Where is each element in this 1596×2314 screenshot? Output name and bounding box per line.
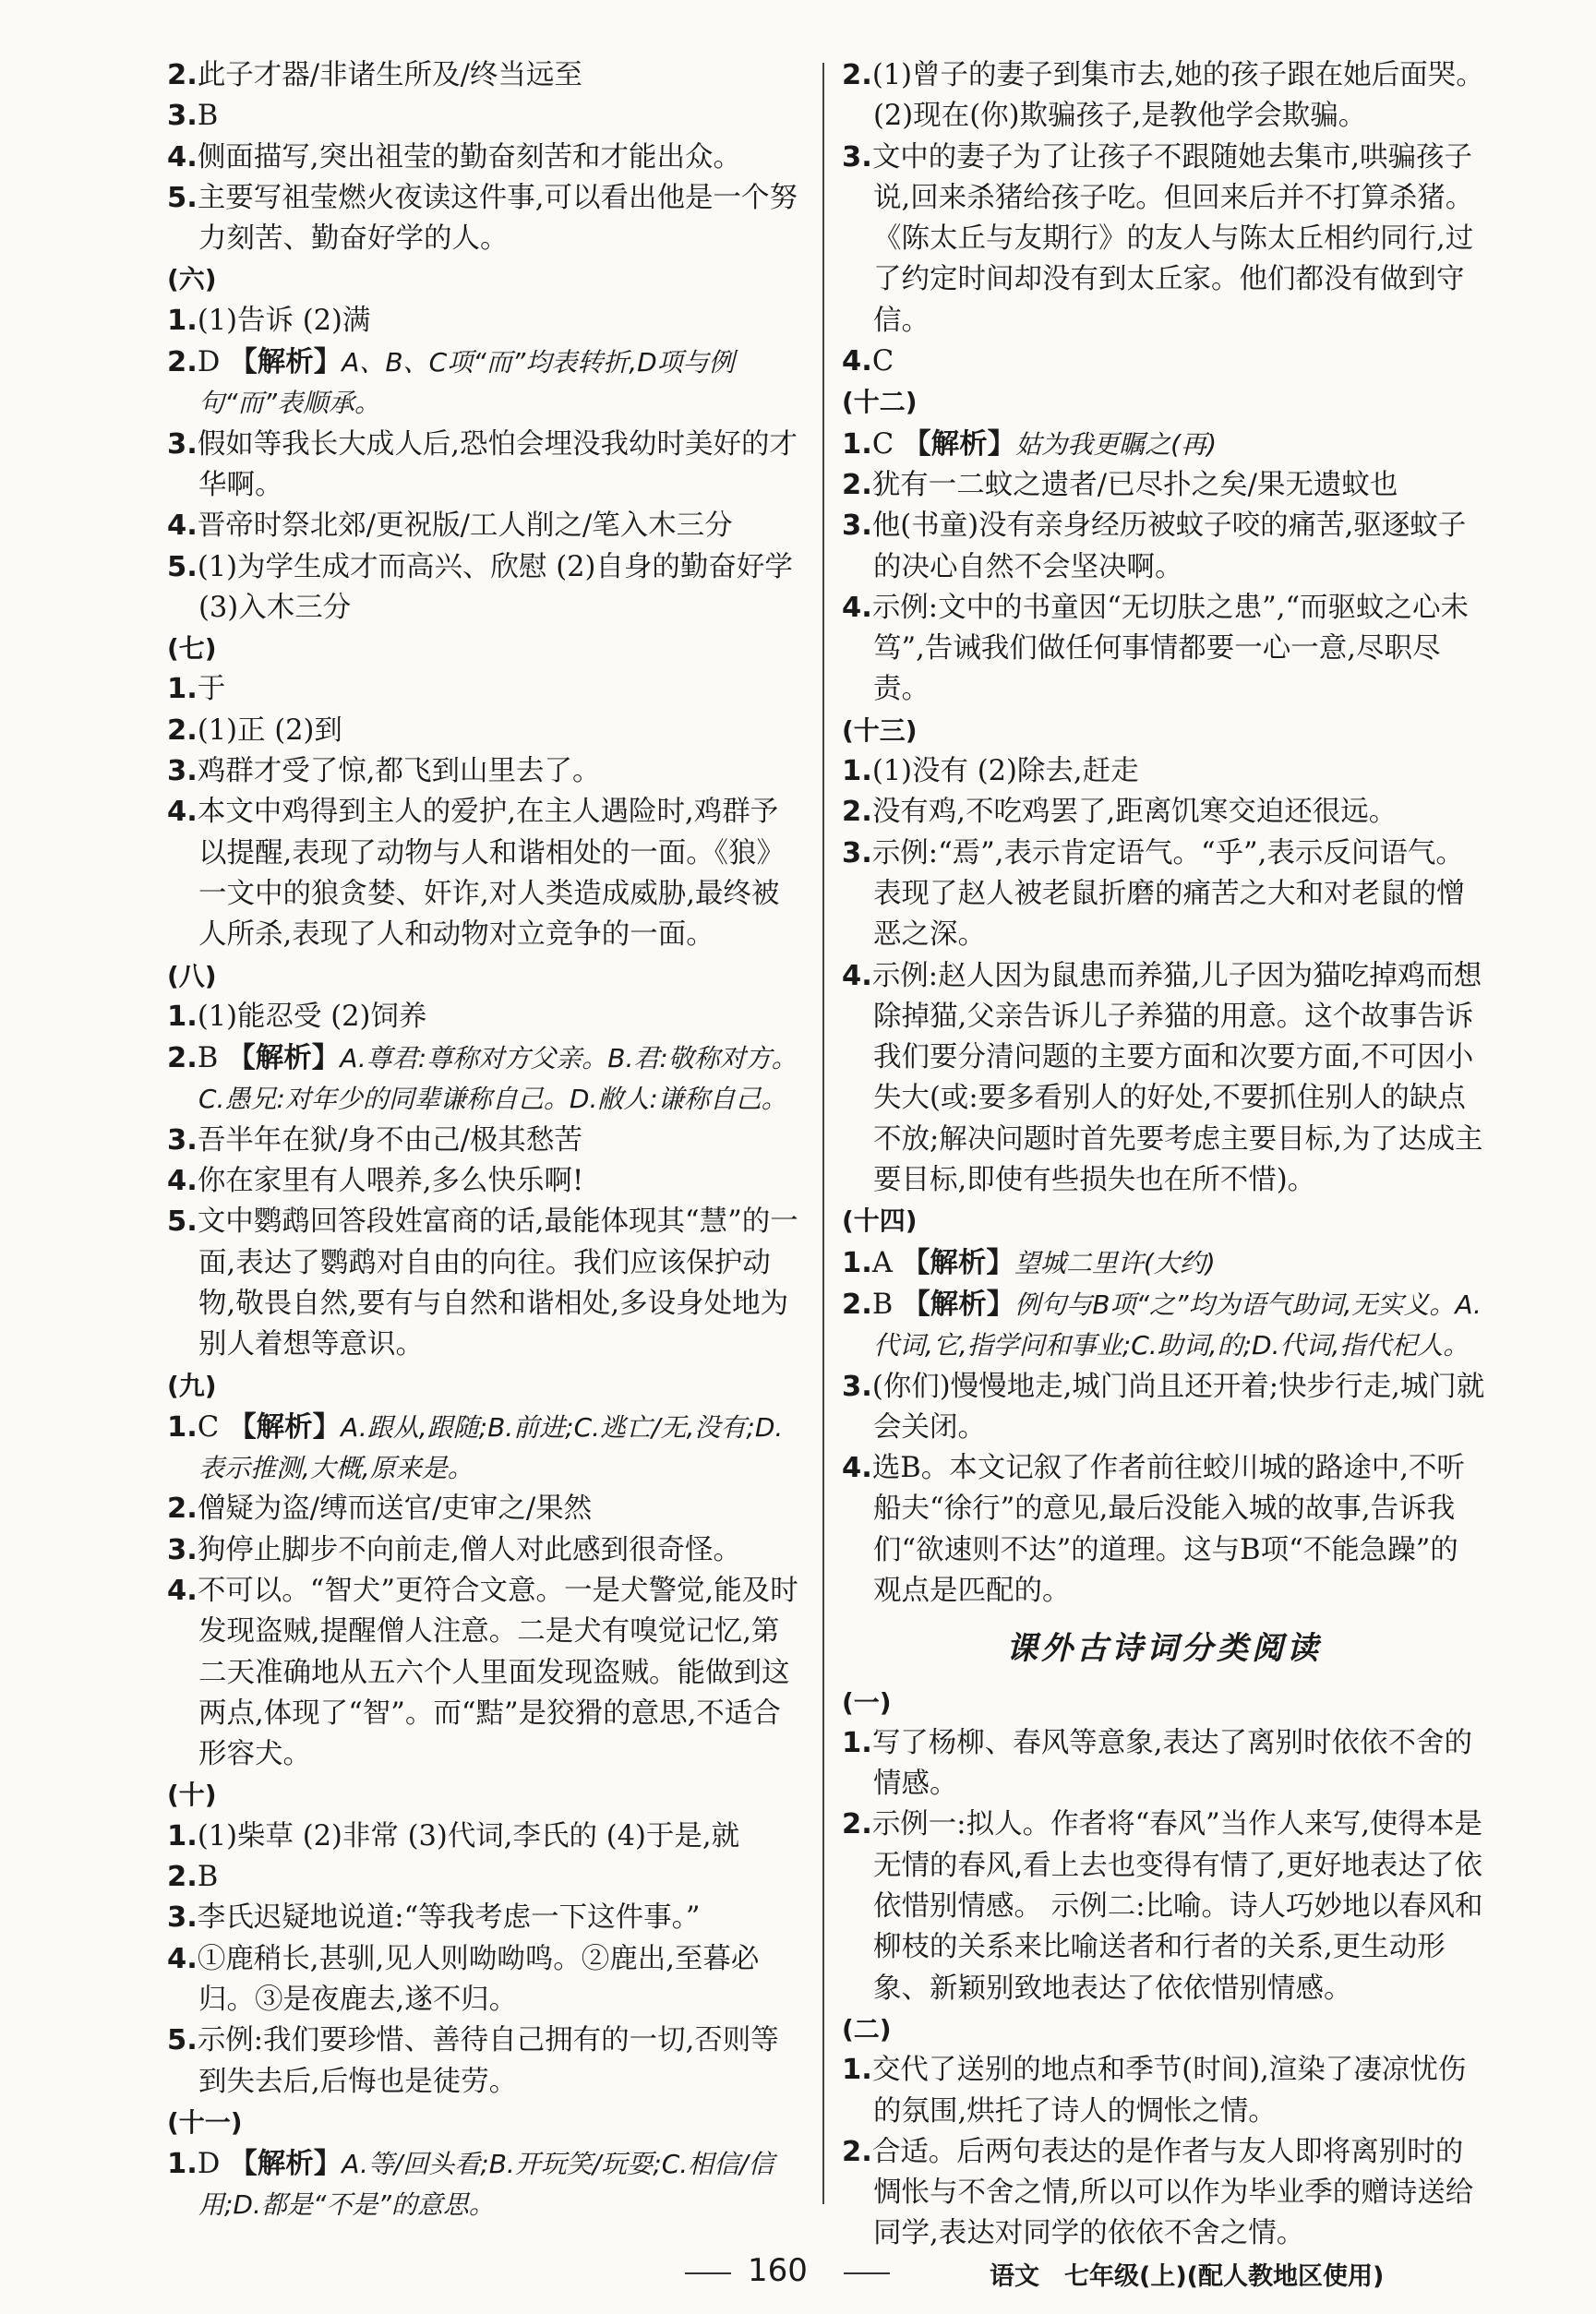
answer-text: (1)能忍受 (2)饲养 xyxy=(197,1000,427,1033)
section-heading: (十二) xyxy=(842,387,918,418)
answer-number: 3. xyxy=(167,1123,198,1157)
answer-item xyxy=(167,138,806,178)
analysis-tag: 【解析】 xyxy=(229,2147,342,2181)
answer-item xyxy=(167,1898,806,1938)
answer-item xyxy=(842,792,1486,833)
section-heading: (六) xyxy=(167,264,217,295)
answer-item xyxy=(842,138,1486,342)
answer-number: 4. xyxy=(167,510,198,543)
answer-number: 4. xyxy=(842,959,872,992)
answer-item xyxy=(167,1530,806,1571)
answer-text: 示例:“焉”,表示肯定语气。“乎”,表示反问语气。表现了赵人被老鼠折磨的痛苦之大和对老鼠的憎恶之深。 xyxy=(871,836,1465,952)
answer-item xyxy=(842,1448,1486,1612)
answer-item xyxy=(842,506,1486,588)
answer-item xyxy=(167,792,806,955)
answer-item xyxy=(842,2050,1486,2132)
answer-text: (1)曾子的妻子到集市去,她的孩子跟在她后面哭。(2)现在(你)欺骗孩子,是教他学会欺骗。 xyxy=(871,59,1484,133)
answer-text: ①鹿稍长,甚驯,见人则呦呦鸣。②鹿出,至暮必归。③是夜鹿去,遂不归。 xyxy=(197,1942,760,2016)
page-footer xyxy=(0,2252,1596,2298)
book-title: 语文 七年级(上)(配人教地区使用) xyxy=(990,2262,1385,2291)
answer-number: 1. xyxy=(842,427,872,461)
answer-text: 不可以。“智犬”更符合文意。一是犬警觉,能及时发现盗贼,提醒僧人注意。二是犬有嗅觉记忆,第二天准确地从五六个人里面发现盗贼。能做到这两点,体现了“智”。而“黠”是狡猾的意思,不适合形容犬。 xyxy=(197,1574,798,1771)
answer-text: C xyxy=(197,1410,220,1444)
answer-text: 示例:我们要珍惜、善待自己拥有的一切,否则等到失去后,后悔也是徒劳。 xyxy=(197,2024,779,2098)
answer-text: 文中的妻子为了让孩子不跟随她去集市,哄骗孩子说,回来杀猪给孩子吃。但回来后并不打算杀猪。《陈太丘与友期行》的友人与陈太丘相约同行,过了约定时间却没有到太丘家。他们都没有做到守信。 xyxy=(871,140,1474,337)
answer-number: 3. xyxy=(842,1370,872,1403)
answer-number: 3. xyxy=(842,140,872,174)
answer-number: 1. xyxy=(167,1000,198,1033)
left-column xyxy=(167,55,806,2226)
answer-number: 2. xyxy=(167,1042,198,1075)
answer-text: D xyxy=(197,2148,221,2181)
answer-text: 示例一:拟人。作者将“春风”当作人来写,使得本是无情的春风,看上去也变得有情了,更好地表达了依依惜别情感。 示例二:比喻。诗人巧妙地以春风和柳枝的关系来比喻送者和行者的关系,更生动形象、新颖别致地表达了依依惜别情感。 xyxy=(871,1808,1483,2005)
section-heading: (二) xyxy=(842,2013,892,2044)
column-divider xyxy=(822,63,824,2204)
answer-item xyxy=(167,178,806,260)
answer-item xyxy=(167,711,806,751)
answer-item xyxy=(842,833,1486,956)
answer-item xyxy=(167,751,806,792)
answer-number: 4. xyxy=(167,1165,198,1198)
answer-text: B xyxy=(197,100,219,133)
answer-number: 4. xyxy=(842,1452,872,1485)
answer-text: C xyxy=(871,427,894,461)
answer-number: 5. xyxy=(167,2024,198,2057)
answer-text: 交代了送别的地点和季节(时间),渲染了凄凉忧伤的氛围,烘托了诗人的惆怅之情。 xyxy=(871,2054,1467,2128)
answer-item xyxy=(842,1723,1486,1805)
answer-item xyxy=(842,1804,1486,2008)
answer-number: 1. xyxy=(842,1726,872,1759)
answer-item xyxy=(842,465,1486,506)
analysis-tag: 【解析】 xyxy=(901,1245,1014,1279)
answer-text: 示例:赵人因为鼠患而养猫,儿子因为猫吃掉鸡而想除掉猫,父亲告诉儿子养猫的用意。这个故事告诉我们要分清问题的主要方面和次要方面,不可因小失大(或:要多看别人的好处,不要抓住别人的缺点不放;解决问题时首先要考虑主要目标,为了达成主要目标,即使有些损失也在所不惜)。 xyxy=(871,959,1483,1197)
analysis-text: 望城二里许(大约) xyxy=(1014,1247,1216,1278)
answer-number: 1. xyxy=(167,673,198,706)
answer-text: C xyxy=(871,345,894,378)
answer-number: 4. xyxy=(842,591,872,624)
subsection-title: 课外古诗词分类阅读 xyxy=(1006,1630,1322,1668)
answer-text: 此子才器/非诸生所及/终当远至 xyxy=(197,59,582,91)
answer-text: (1)没有 (2)除去,赶走 xyxy=(871,755,1139,788)
answer-item xyxy=(167,342,806,425)
answer-item xyxy=(167,1816,806,1857)
answer-text: 本文中鸡得到主人的爱护,在主人遇险时,鸡群予以提醒,表现了动物与人和谐相处的一面。《狼》一文中的狼贪婪、奸诈,对人类造成威胁,最终被人所杀,表现了人和动物对立竞争的一面。 xyxy=(197,796,785,952)
page-number-dash-left xyxy=(685,2272,731,2274)
answer-number: 3. xyxy=(842,836,872,869)
answer-number: 2. xyxy=(842,59,872,91)
answer-text: 侧面描写,突出祖莹的勤奋刻苦和才能出众。 xyxy=(197,140,742,174)
answer-text: 文中鹦鹉回答段姓富商的话,最能体现其“慧”的一面,表达了鹦鹉对自由的向往。我们应该保护动物,敬畏自然,要有与自然和谐相处,多设身处地为别人着想等意识。 xyxy=(197,1205,798,1361)
answer-text: 假如等我长大成人后,恐怕会埋没我幼时美好的才华啊。 xyxy=(197,427,798,501)
answer-number: 4. xyxy=(167,1574,198,1607)
section-heading: (七) xyxy=(167,633,217,665)
answer-text: A xyxy=(871,1246,893,1279)
answer-number: 1. xyxy=(167,304,198,337)
answer-text: 狗停止脚步不向前走,僧人对此感到很奇怪。 xyxy=(197,1533,742,1566)
answer-text: 于 xyxy=(197,673,226,706)
analysis-tag: 【解析】 xyxy=(227,1041,341,1075)
right-column xyxy=(842,55,1486,2255)
answer-item xyxy=(842,588,1486,711)
answer-number: 1. xyxy=(842,755,872,788)
answer-number: 4. xyxy=(167,1942,198,1975)
answer-text: D xyxy=(197,346,221,379)
answer-item xyxy=(842,956,1486,1202)
analysis-tag: 【解析】 xyxy=(229,345,342,379)
answer-item xyxy=(167,1489,806,1529)
answer-number: 2. xyxy=(167,346,198,379)
answer-item xyxy=(842,751,1486,792)
answer-item xyxy=(167,1202,806,1365)
answer-text: (1)告诉 (2)满 xyxy=(197,304,371,337)
section-heading: (十一) xyxy=(167,2106,243,2138)
answer-item xyxy=(167,96,806,137)
answer-number: 3. xyxy=(167,100,198,133)
analysis-text: 姑为我更瞩之(再) xyxy=(1015,428,1218,460)
answer-text: 选B。本文记叙了作者前往蛟川城的路途中,不听船夫“徐行”的意见,最后没能入城的故事,告诉我们“欲速则不达”的道理。这与B项“不能急躁”的观点是匹配的。 xyxy=(871,1452,1465,1607)
answer-item xyxy=(167,1857,806,1898)
answer-text: 晋帝时祭北郊/更祝版/工人削之/笔入木三分 xyxy=(197,510,733,543)
answer-number: 2. xyxy=(842,1288,872,1321)
answer-text: 没有鸡,不吃鸡罢了,距离饥寒交迫还很远。 xyxy=(871,796,1398,829)
answer-number: 3. xyxy=(167,1901,198,1935)
answer-number: 5. xyxy=(167,1205,198,1239)
section-heading: (十四) xyxy=(842,1205,918,1237)
answer-number: 5. xyxy=(167,550,198,583)
answer-item xyxy=(842,1367,1486,1449)
section-heading: (一) xyxy=(842,1686,892,1718)
answer-number: 2. xyxy=(842,2135,872,2168)
answer-text: 僧疑为盗/缚而送官/吏审之/果然 xyxy=(197,1493,593,1526)
answer-number: 3. xyxy=(167,1533,198,1566)
answer-number: 4. xyxy=(842,345,872,378)
answer-number: 2. xyxy=(167,1861,198,1894)
answer-text: 吾半年在狱/身不由己/极其愁苦 xyxy=(197,1123,582,1157)
answer-item xyxy=(167,301,806,342)
analysis-text: A.尊君:尊称对方父亲。B.君:敬称对方。C.愚兄:对年少的同辈谦称自己。D.敝人:谦称自己。 xyxy=(198,1043,798,1115)
answer-number: 5. xyxy=(167,181,198,214)
analysis-text: 例句与B项“之”均为语气助词,无实义。A.代词,它,指学问和事业;C.助词,的;D.代词,指代杞人。 xyxy=(873,1289,1482,1361)
answer-number: 2. xyxy=(167,1493,198,1526)
answer-text: 犹有一二蚊之遗者/已尽扑之矣/果无遗蚊也 xyxy=(871,468,1398,501)
answer-item xyxy=(167,1939,806,2021)
analysis-text: A.等/回头看;B.开玩笑/玩耍;C.相信/信用;D.都是“不是”的意思。 xyxy=(198,2149,774,2221)
page-number-dash-right xyxy=(844,2272,890,2274)
section-heading: (十) xyxy=(167,1780,217,1811)
answer-text: (1)柴草 (2)非常 (3)代词,李氏的 (4)于是,就 xyxy=(197,1819,740,1852)
answer-number: 2. xyxy=(167,713,198,747)
answer-item xyxy=(842,55,1486,138)
answer-item xyxy=(167,2020,806,2103)
analysis-tag: 【解析】 xyxy=(903,426,1016,461)
answer-number: 4. xyxy=(167,140,198,174)
answer-item xyxy=(167,997,806,1037)
answer-text: (你们)慢慢地走,城门尚且还开着;快步行走,城门就会关闭。 xyxy=(871,1370,1485,1444)
answer-text: B xyxy=(197,1042,219,1075)
answer-number: 3. xyxy=(167,427,198,461)
answer-item xyxy=(842,342,1486,382)
page-number: 160 xyxy=(748,2252,808,2289)
answer-item xyxy=(167,669,806,710)
answer-item xyxy=(842,1242,1486,1284)
answer-text: B xyxy=(197,1861,219,1894)
answer-number: 2. xyxy=(842,1808,872,1841)
answer-number: 2. xyxy=(842,796,872,829)
analysis-text: A.跟从,跟随;B.前进;C.逃亡/无,没有;D.表示推测,大概,原来是。 xyxy=(198,1411,784,1484)
answer-item xyxy=(842,424,1486,465)
answer-text: 李氏迟疑地说道:“等我考虑一下这件事。” xyxy=(197,1901,701,1935)
answer-number: 1. xyxy=(842,1246,872,1279)
answer-number: 3. xyxy=(842,510,872,543)
answer-text: B xyxy=(871,1288,894,1321)
answer-number: 4. xyxy=(167,796,198,829)
answer-item xyxy=(167,1407,806,1490)
answer-number: 1. xyxy=(167,1819,198,1852)
answer-item xyxy=(842,2132,1486,2255)
answer-text: 合适。后两句表达的是作者与友人即将离别时的惆怅与不舍之情,所以可以作为毕业季的赠诗送给同学,表达对同学的依依不舍之情。 xyxy=(871,2135,1474,2250)
answer-text: 主要写祖莹燃火夜读这件事,可以看出他是一个努力刻苦、勤奋好学的人。 xyxy=(197,181,798,256)
section-heading: (十三) xyxy=(842,714,918,746)
section-heading: (八) xyxy=(167,960,217,991)
answer-text: 示例:文中的书童因“无切肤之患”,“而驱蚊之心未笃”,告诫我们做任何事情都要一心一意,尽职尽责。 xyxy=(871,591,1470,706)
answer-item xyxy=(167,1161,806,1202)
answer-text: 你在家里有人喂养,多么快乐啊! xyxy=(197,1165,584,1198)
answer-item xyxy=(167,1571,806,1775)
answer-item xyxy=(167,425,806,507)
answer-item xyxy=(167,55,806,96)
answer-number: 3. xyxy=(167,755,198,788)
answer-item xyxy=(167,547,806,629)
analysis-tag: 【解析】 xyxy=(228,1409,342,1444)
answer-item xyxy=(167,1037,806,1121)
answer-item xyxy=(167,2143,806,2226)
answer-number: 1. xyxy=(167,1410,198,1444)
analysis-tag: 【解析】 xyxy=(902,1287,1015,1321)
answer-number: 1. xyxy=(167,2148,198,2181)
section-heading: (九) xyxy=(167,1370,217,1401)
answer-number: 2. xyxy=(167,59,198,91)
answer-item xyxy=(842,1284,1486,1367)
answer-text: 鸡群才受了惊,都飞到山里去了。 xyxy=(197,755,601,788)
answer-text: (1)为学生成才而高兴、欣慰 (2)自身的勤奋好学 (3)入木三分 xyxy=(197,550,793,624)
answer-text: (1)正 (2)到 xyxy=(197,713,342,747)
answer-text: 他(书童)没有亲身经历被蚊子咬的痛苦,驱逐蚊子的决心自然不会坚决啊。 xyxy=(871,510,1467,583)
analysis-text: A、B、C项“而”均表转折,D项与例句“而”表顺承。 xyxy=(198,347,735,419)
answer-item xyxy=(167,506,806,546)
answer-number: 1. xyxy=(842,2054,872,2087)
answer-text: 写了杨柳、春风等意象,表达了离别时依依不舍的情感。 xyxy=(871,1726,1473,1801)
answer-number: 2. xyxy=(842,468,872,501)
answer-item xyxy=(167,1121,806,1161)
